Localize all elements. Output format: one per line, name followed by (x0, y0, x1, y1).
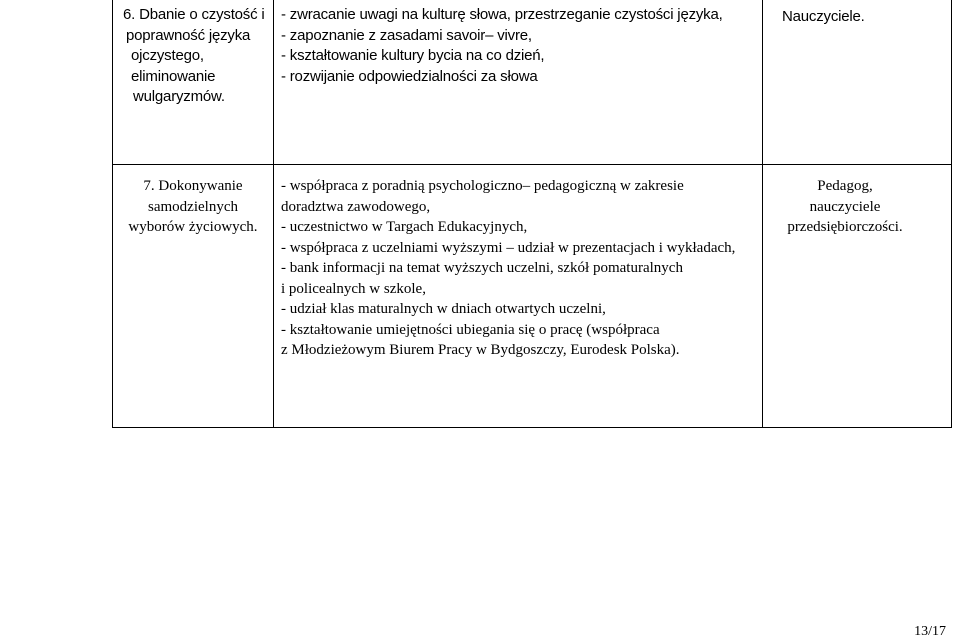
task-line: - uczestnictwo w Targach Edukacyjnych, (281, 219, 528, 235)
task-line: - zwracanie uwagi na kulturę słowa, przestrzeganie czystości języka, (281, 6, 723, 23)
topic-line: ojczystego, (131, 47, 204, 64)
responsible-line: Pedagog, (817, 178, 873, 194)
responsible-line: przedsiębiorczości. (787, 219, 903, 235)
task-line: - udział klas maturalnych w dniach otwartych uczelni, (281, 301, 606, 317)
topic-line: eliminowanie (131, 67, 216, 85)
task-line: - współpraca z uczelniami wyższymi – udział w prezentacjach i wykładach, (281, 239, 736, 256)
task-line: - współpraca z poradnią psychologiczno– pedagogiczną w zakresie (281, 178, 684, 194)
row-7-responsible (765, 176, 925, 238)
page-number: 13/17 (914, 624, 946, 639)
column-divider (273, 0, 274, 427)
topic-line: wulgaryzmów. (133, 88, 225, 105)
column-divider (762, 0, 763, 427)
responsible-line: Nauczyciele. (782, 8, 865, 25)
topic-line: samodzielnych (148, 198, 238, 215)
topic-line: poprawność języka (126, 26, 251, 44)
row-7-tasks (281, 176, 735, 361)
task-line: i policealnych w szkole, (281, 280, 426, 297)
task-line: - kształtowanie kultury bycia na co dzień, (281, 47, 545, 64)
plan-table (112, 0, 952, 428)
responsible-line: nauczyciele (809, 198, 881, 215)
row-7-topic (117, 176, 269, 238)
row-6-responsible (782, 7, 865, 28)
task-line: - kształtowanie umiejętności ubiegania się o pracę (współpraca (281, 321, 660, 338)
topic-line: 7. Dokonywanie (143, 178, 243, 194)
task-line: - rozwijanie odpowiedzialności za słowa (281, 67, 538, 85)
row-6-topic (123, 5, 265, 108)
row-6-tasks (281, 5, 723, 87)
topic-line: wyborów życiowych. (128, 219, 258, 235)
task-line: - bank informacji na temat wyższych uczelni, szkół pomaturalnych (281, 260, 683, 276)
task-line: z Młodzieżowym Biurem Pracy w Bydgoszczy, Eurodesk Polska). (281, 342, 680, 358)
row-divider (113, 164, 951, 165)
topic-line: 6. Dbanie o czystość i (123, 6, 265, 23)
task-line: doradztwa zawodowego, (281, 198, 431, 215)
task-line: - zapoznanie z zasadami savoir– vivre, (281, 26, 532, 44)
